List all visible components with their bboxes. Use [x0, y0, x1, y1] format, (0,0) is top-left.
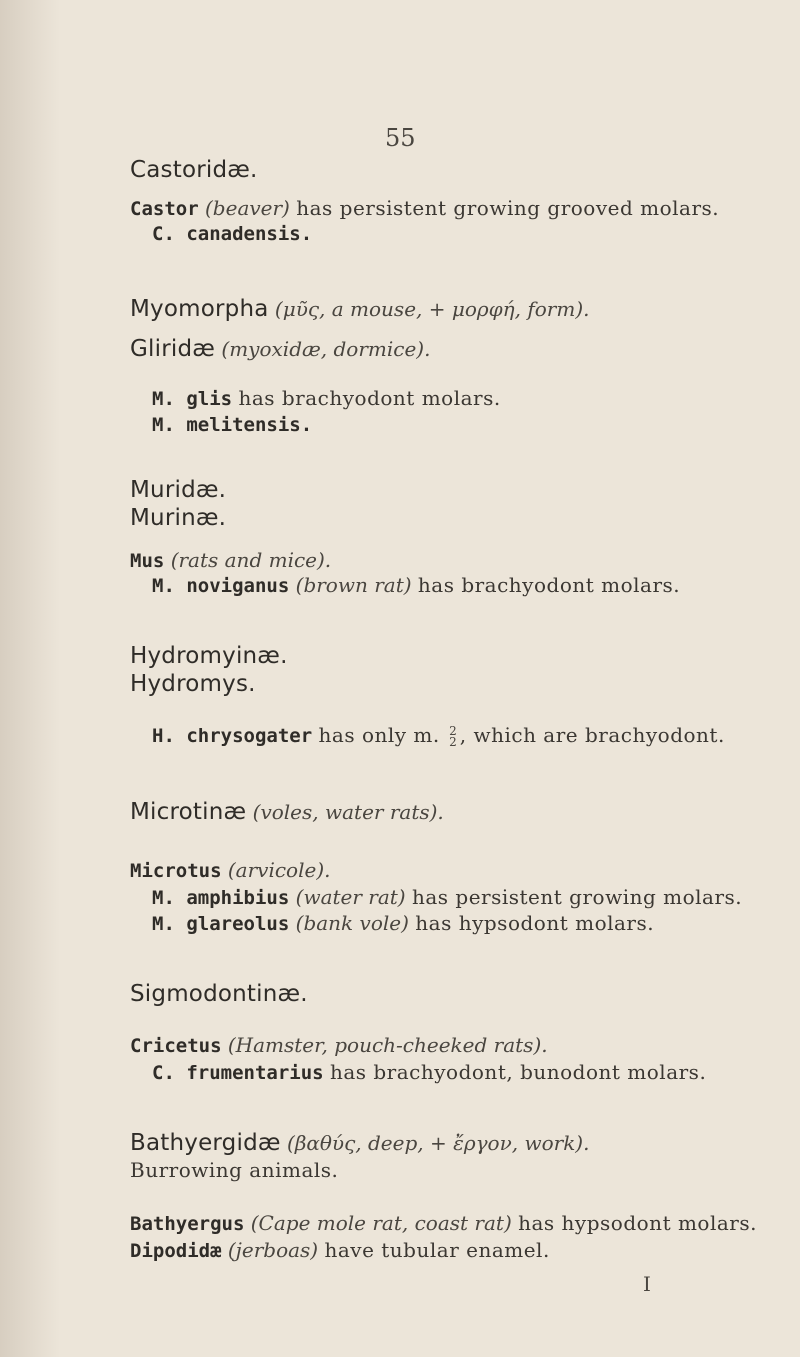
bathyergus-common: (Cape mole rat, coast rat)	[250, 1211, 512, 1235]
bathyergus-desc: has hypsodont molars.	[518, 1211, 757, 1235]
dipodidae-name: Dipodidæ	[130, 1240, 222, 1262]
castoridae-heading: Castoridæ.	[130, 157, 258, 183]
myomorpha-heading: Myomorpha	[130, 296, 269, 322]
frumentarius-line	[152, 1060, 706, 1085]
dipodidae-line	[130, 1238, 550, 1263]
frumentarius-desc: has brachyodont, bunodont molars.	[329, 1060, 707, 1084]
microtus-common: (arvicole).	[227, 858, 331, 882]
dipodidae-common: (jerboas)	[227, 1238, 319, 1262]
microtinae-line	[130, 800, 444, 824]
bathyergidae-etymology: (βαθύς, deep, + ἔργον, work).	[287, 1131, 590, 1155]
cricetus-name: Cricetus	[130, 1035, 222, 1057]
mus-line	[130, 548, 331, 573]
noviganus-line	[152, 573, 680, 598]
glareolus-desc: has hypsodont molars.	[415, 911, 655, 935]
page-edge-shadow	[0, 0, 60, 1357]
glareolus-common: (bank vole)	[295, 911, 409, 935]
gliridae-heading: Gliridæ	[130, 336, 216, 362]
chrysogater-line	[152, 723, 725, 748]
microtus-line	[130, 858, 331, 883]
muridae-heading: Muridæ.	[130, 477, 227, 503]
fraction-denominator: 2	[449, 734, 457, 749]
amphibius-common: (water rat)	[295, 885, 406, 909]
fraction-numerator: 2	[449, 723, 457, 738]
amphibius-line	[152, 885, 742, 910]
noviganus-desc: has brachyodont molars.	[417, 573, 681, 597]
chrysogater-name: H. chrysogater	[152, 725, 313, 747]
microtinae-common: (voles, water rats).	[252, 800, 444, 824]
bathyergus-name: Bathyergus	[130, 1213, 245, 1235]
melitensis: M. melitensis.	[152, 414, 313, 436]
castor-name: Castor	[130, 198, 199, 220]
gliridae-line	[130, 337, 430, 361]
hydromys-genus: Hydromys.	[130, 671, 256, 697]
microtus-name: Microtus	[130, 860, 222, 882]
castor-common: (beaver)	[205, 196, 290, 220]
amphibius-desc: has persistent growing molars.	[411, 885, 743, 909]
myomorpha-line	[130, 297, 590, 321]
glis-desc: has brachyodont molars.	[238, 386, 501, 410]
burrowing-subtitle: Burrowing animals.	[130, 1158, 339, 1182]
castor-line	[130, 196, 719, 221]
page-number: 55	[385, 124, 416, 152]
bathyergidae-line	[130, 1131, 589, 1155]
glis-name: M. glis	[152, 388, 233, 410]
noviganus-name: M. noviganus	[152, 575, 290, 597]
microtinae-heading: Microtinæ	[130, 799, 247, 825]
mus-name: Mus	[130, 550, 165, 572]
castor-desc: has persistent growing grooved molars.	[296, 196, 720, 220]
cricetus-common: (Hamster, pouch-cheeked rats).	[227, 1033, 548, 1057]
dipodidae-desc: have tubular enamel.	[324, 1238, 550, 1262]
castor-species: C. canadensis.	[152, 223, 313, 245]
glis-line	[152, 386, 501, 411]
glareolus-name: M. glareolus	[152, 913, 290, 935]
hydromyinae-heading: Hydromyinæ.	[130, 643, 288, 669]
chrysogater-desc-before: has only m.	[318, 723, 440, 747]
signature-mark: I	[643, 1272, 651, 1296]
gliridae-common: (myoxidæ, dormice).	[221, 337, 431, 361]
glareolus-line	[152, 911, 654, 936]
amphibius-name: M. amphibius	[152, 887, 290, 909]
mus-common: (rats and mice).	[170, 548, 332, 572]
bathyergus-line	[130, 1211, 757, 1236]
molar-fraction	[449, 723, 457, 749]
noviganus-common: (brown rat)	[295, 573, 412, 597]
bathyergidae-heading: Bathyergidæ	[130, 1130, 281, 1156]
sigmodontinae-heading: Sigmodontinæ.	[130, 981, 308, 1007]
murinae-heading: Murinæ.	[130, 505, 227, 531]
chrysogater-desc-after: , which are brachyodont.	[459, 723, 725, 747]
myomorpha-etymology: (μῦς, a mouse, + μορφή, form).	[274, 297, 590, 321]
frumentarius-name: C. frumentarius	[152, 1062, 324, 1084]
cricetus-line	[130, 1033, 548, 1058]
